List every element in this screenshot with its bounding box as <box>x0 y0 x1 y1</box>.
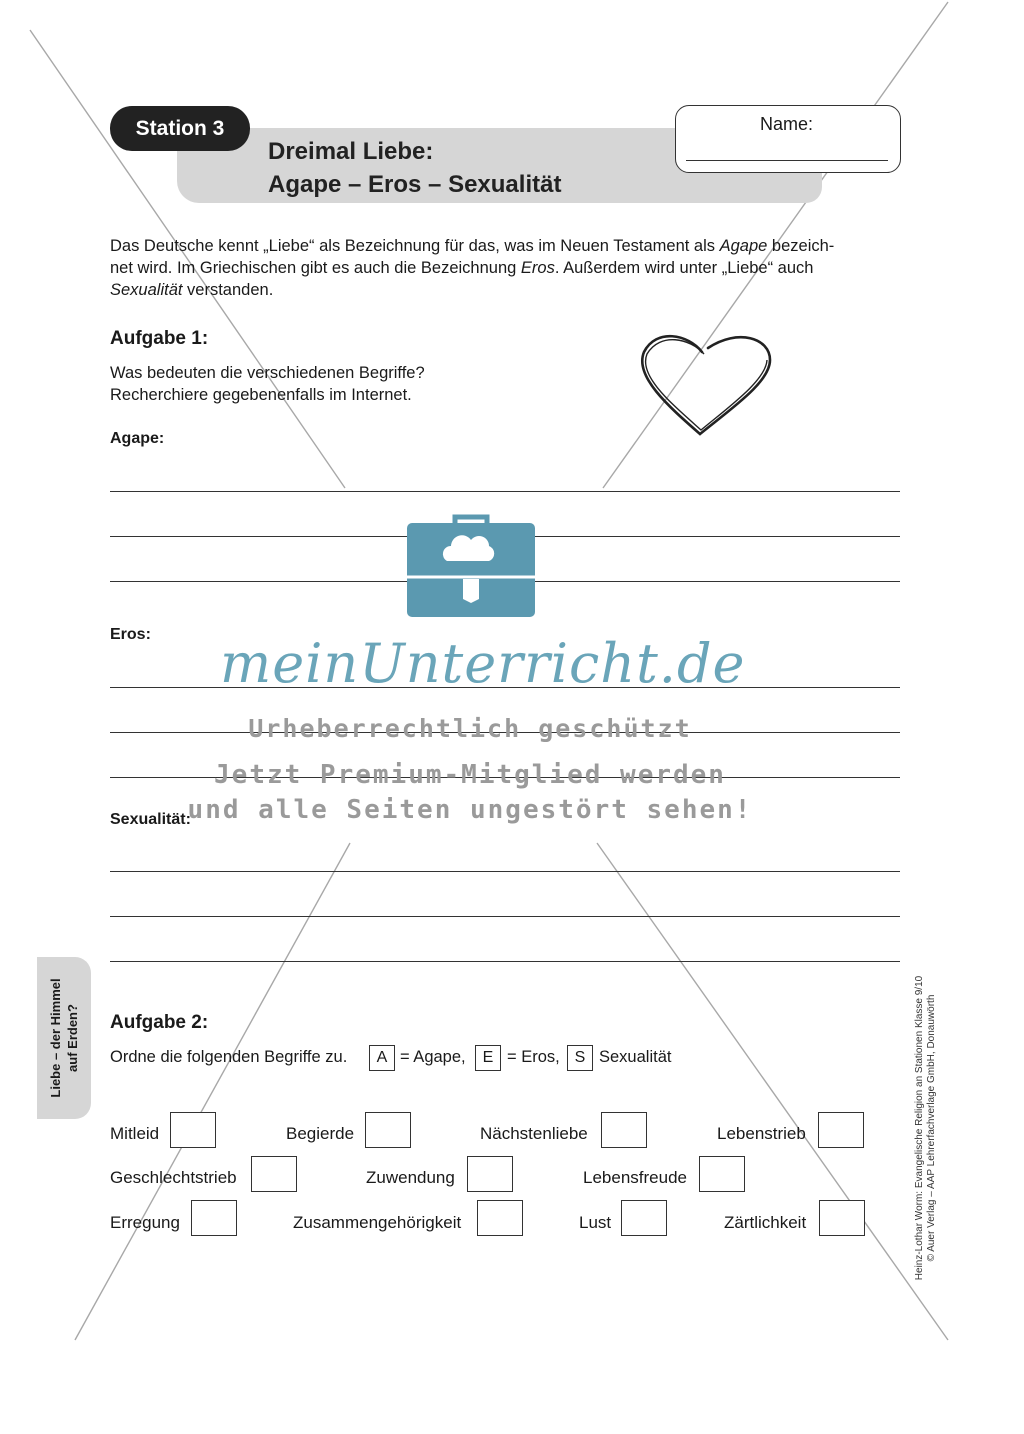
watermark-line-1: Urheberrechtlich geschützt <box>248 714 692 743</box>
legend-text-s: Sexualität <box>599 1048 672 1066</box>
legend-letter-a: A <box>369 1045 395 1071</box>
page-title <box>268 135 561 201</box>
task2-heading: Aufgabe 2: <box>110 1012 209 1033</box>
answer-line-sexualitaet-2[interactable] <box>110 916 900 917</box>
answer-box[interactable] <box>365 1112 411 1148</box>
answer-box[interactable] <box>699 1156 745 1192</box>
term-label: Zärtlichkeit <box>724 1213 807 1232</box>
term-label: Mitleid <box>110 1124 160 1143</box>
term-label: Nächstenliebe <box>480 1124 588 1143</box>
answer-box[interactable] <box>467 1156 513 1192</box>
answer-box[interactable] <box>477 1200 523 1236</box>
legend-text-a: = Agape, <box>400 1048 466 1066</box>
intro-paragraph: Das Deutsche kennt „Liebe“ als Bezeichnung für das, was im Neuen Testament als Agape bezeich- net wird. Im Griechischen gibt es auch die Bezeichnung Eros. Außerdem wird unter „Liebe“ auch Sexualität verstanden. <box>110 237 835 299</box>
term-label: Erregung <box>110 1213 180 1232</box>
name-label: Name: <box>760 114 814 134</box>
task1-heading: Aufgabe 1: <box>110 328 209 349</box>
briefcase-cloud-icon <box>407 513 535 617</box>
label-eros: Eros: <box>110 626 151 643</box>
answer-box[interactable] <box>601 1112 647 1148</box>
term-label: Lust <box>579 1213 612 1232</box>
answer-box[interactable] <box>819 1200 865 1236</box>
watermark-line-2: Jetzt Premium-Mitglied werden <box>214 760 726 790</box>
side-tab-label: Liebe – der Himmel auf Erden? <box>48 978 80 1098</box>
answer-box[interactable] <box>251 1156 297 1192</box>
legend-letter-s: S <box>567 1045 593 1071</box>
answer-box[interactable] <box>818 1112 864 1148</box>
task1-instructions: Was bedeuten die verschiedenen Begriffe? Recherchiere gegebenenfalls im Internet. <box>110 364 425 404</box>
answer-box[interactable] <box>170 1112 216 1148</box>
station-badge: Station 3 <box>110 106 250 151</box>
watermark-line-3: und alle Seiten ungestört sehen! <box>187 795 753 825</box>
title-line-1: Dreimal Liebe: <box>268 138 434 165</box>
answer-line-sexualitaet-1[interactable] <box>110 871 900 872</box>
label-agape: Agape: <box>110 430 165 447</box>
term-label: Begierde <box>286 1124 355 1143</box>
term-label: Lebensfreude <box>583 1168 687 1187</box>
title-line-2: Agape – Eros – Sexualität <box>268 171 562 198</box>
task2-instruction: Ordne die folgenden Begriffe zu. <box>110 1048 348 1066</box>
answer-box[interactable] <box>191 1200 237 1236</box>
legend-letter-e: E <box>475 1045 501 1071</box>
term-label: Geschlechtstrieb <box>110 1168 237 1187</box>
term-label: Zusammengehörigkeit <box>293 1213 462 1232</box>
term-label: Lebenstrieb <box>717 1124 806 1143</box>
watermark-site: meinUnterricht.de <box>220 632 746 695</box>
label-sexualitaet: Sexualität: <box>110 811 191 828</box>
name-input-line[interactable] <box>686 160 888 161</box>
copyright-credit: Heinz-Lothar Worm: Evangelische Religion an Stationen Klasse 9/10 © Auer Verlag – AAP Lehrerfachverlage GmbH, Donauwörth <box>914 975 937 1281</box>
answer-line-sexualitaet-3[interactable] <box>110 961 900 962</box>
heart-icon <box>638 330 776 440</box>
answer-box[interactable] <box>621 1200 667 1236</box>
term-label: Zuwendung <box>366 1168 455 1187</box>
legend-text-e: = Eros, <box>507 1048 560 1066</box>
answer-line-agape-1[interactable] <box>110 491 900 492</box>
